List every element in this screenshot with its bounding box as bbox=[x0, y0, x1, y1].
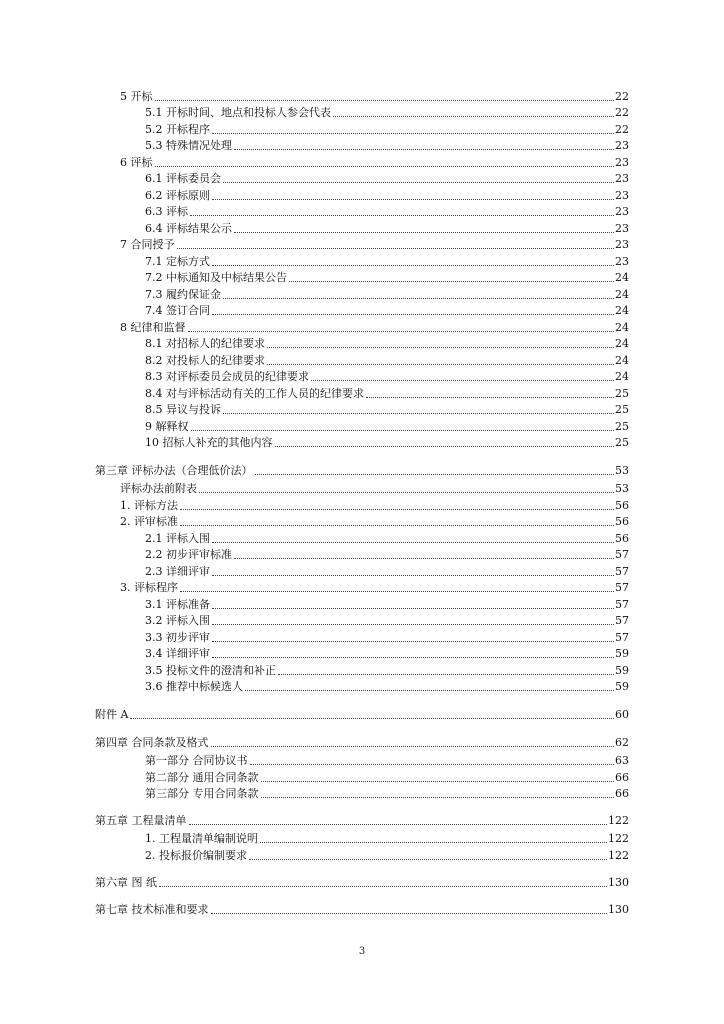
toc-entry[interactable]: 8 纪律和监督 24 bbox=[120, 321, 629, 334]
toc-entry[interactable]: 6.4 评标结果公示 23 bbox=[145, 222, 629, 235]
toc-entry[interactable]: 2. 评审标准 56 bbox=[120, 515, 629, 528]
toc-entry[interactable]: 5.2 开标程序 22 bbox=[145, 123, 629, 136]
toc-entry[interactable]: 6.1 评标委员会 23 bbox=[145, 172, 629, 185]
toc-entry[interactable]: 3.1 评标准备 57 bbox=[145, 598, 629, 611]
toc-entry[interactable]: 8.1 对招标人的纪律要求 24 bbox=[145, 337, 629, 350]
toc-entry[interactable]: 3. 评标程序 57 bbox=[120, 581, 629, 594]
toc-entry[interactable]: 8.3 对评标委员会成员的纪律要求 24 bbox=[145, 370, 629, 383]
toc-entry[interactable]: 5 开标 22 bbox=[120, 90, 629, 103]
toc-entry[interactable]: 3.5 投标文件的澄清和补正 59 bbox=[145, 664, 629, 677]
toc-entry[interactable]: 3.4 详细评审 59 bbox=[145, 647, 629, 660]
toc-entry[interactable]: 7.1 定标方式 23 bbox=[145, 255, 629, 268]
toc-entry[interactable]: 3.2 评标入围 57 bbox=[145, 614, 629, 627]
toc-chapter[interactable]: 第五章 工程量清单 122 bbox=[95, 814, 629, 827]
toc-entry[interactable]: 2. 投标报价编制要求 122 bbox=[145, 849, 629, 862]
toc-entry[interactable]: 5.1 开标时间、地点和投标人参会代表 22 bbox=[145, 106, 629, 119]
toc-entry[interactable]: 3.6 推荐中标候选人 59 bbox=[145, 680, 629, 693]
toc-entry[interactable]: 7.3 履约保证金 24 bbox=[145, 288, 629, 301]
toc-entry[interactable]: 6 评标 23 bbox=[120, 156, 629, 169]
toc-entry[interactable]: 8.5 异议与投诉 25 bbox=[145, 403, 629, 416]
toc-entry[interactable]: 10 招标人补充的其他内容 25 bbox=[145, 436, 629, 449]
toc-chapter[interactable]: 第六章 图 纸 130 bbox=[95, 876, 629, 889]
toc-chapter[interactable]: 第四章 合同条款及格式 62 bbox=[95, 736, 629, 749]
toc-chapter[interactable]: 附件 A 60 bbox=[95, 708, 629, 721]
toc-entry[interactable]: 第二部分 通用合同条款 66 bbox=[145, 771, 629, 784]
toc-entry[interactable]: 6.2 评标原则 23 bbox=[145, 189, 629, 202]
page-number: 3 bbox=[358, 946, 366, 957]
toc-chapter[interactable]: 第三章 评标办法（合理低价法） 53 bbox=[95, 464, 629, 477]
toc-entry[interactable]: 7.4 签订合同 24 bbox=[145, 304, 629, 317]
toc-entry[interactable]: 5.3 特殊情况处理 23 bbox=[145, 139, 629, 152]
toc-entry[interactable]: 7.2 中标通知及中标结果公告 24 bbox=[145, 271, 629, 284]
toc-entry[interactable]: 评标办法前附表 53 bbox=[120, 482, 629, 495]
toc-entry[interactable]: 2.2 初步评审标准 57 bbox=[145, 548, 629, 561]
toc-chapter[interactable]: 第七章 技术标准和要求 130 bbox=[95, 903, 629, 916]
toc-entry[interactable]: 第三部分 专用合同条款 66 bbox=[145, 787, 629, 800]
toc-entry[interactable]: 2.3 详细评审 57 bbox=[145, 565, 629, 578]
toc-entry[interactable]: 9 解释权 25 bbox=[145, 420, 629, 433]
toc-entry[interactable]: 7 合同授予 23 bbox=[120, 238, 629, 251]
toc-entry[interactable]: 3.3 初步评审 57 bbox=[145, 631, 629, 644]
toc-entry[interactable]: 第一部分 合同协议书 63 bbox=[145, 754, 629, 767]
toc-entry[interactable]: 1. 评标方法 56 bbox=[120, 499, 629, 512]
toc-entry[interactable]: 8.2 对投标人的纪律要求 24 bbox=[145, 354, 629, 367]
toc-entry[interactable]: 8.4 对与评标活动有关的工作人员的纪律要求 25 bbox=[145, 387, 629, 400]
toc-entry[interactable]: 6.3 评标 23 bbox=[145, 205, 629, 218]
toc-entry[interactable]: 1. 工程量清单编制说明 122 bbox=[145, 832, 629, 845]
toc-entry[interactable]: 2.1 评标入围 56 bbox=[145, 532, 629, 545]
